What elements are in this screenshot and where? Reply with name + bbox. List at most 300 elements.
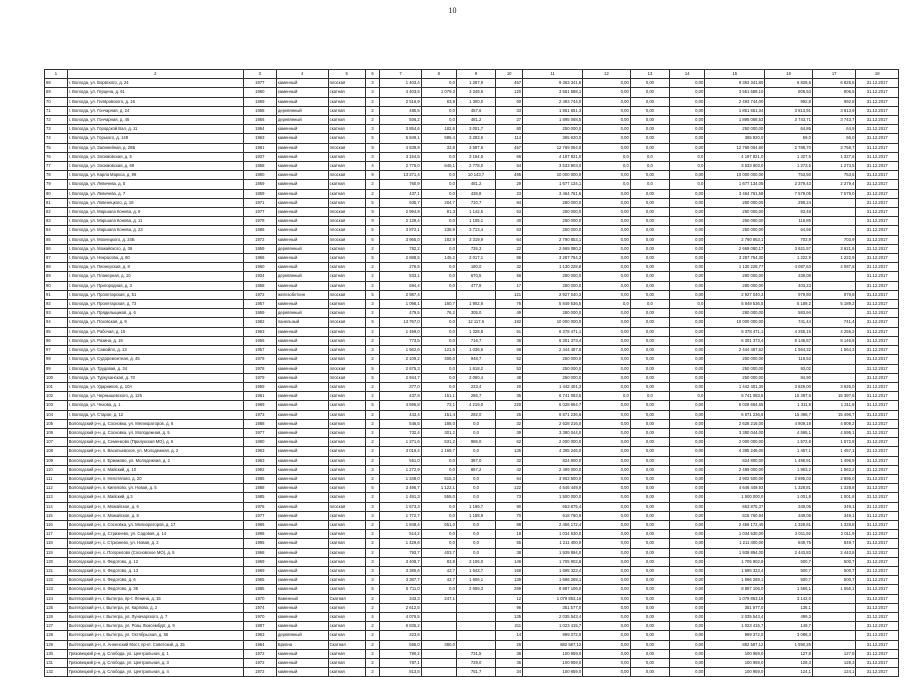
table-cell: 0,00 bbox=[630, 208, 669, 217]
table-cell: 992,8 bbox=[812, 97, 855, 106]
table-cell: 1 327,6 bbox=[765, 152, 813, 161]
table-cell: 1 556,1 bbox=[765, 585, 813, 594]
table-cell: 0,0 bbox=[670, 152, 705, 161]
table-cell: 0,00 bbox=[630, 428, 669, 437]
table-cell: 135,1 bbox=[765, 603, 813, 612]
table-cell: 1 939 894,00 bbox=[705, 548, 765, 557]
table-cell: 0,00 bbox=[630, 659, 669, 668]
table-cell: 42,7 bbox=[421, 566, 456, 575]
table-cell: 2 060,4 bbox=[456, 373, 495, 382]
table-cell: скатная bbox=[328, 576, 365, 585]
table-cell: 1 895 068,53 bbox=[705, 116, 765, 125]
table-cell: 2 bbox=[365, 649, 379, 658]
table-cell: 1 963,2 bbox=[812, 465, 855, 474]
table-cell: 63,9 bbox=[421, 97, 456, 106]
table-cell: железобетонн bbox=[276, 290, 328, 299]
table-cell: 168 bbox=[496, 566, 523, 575]
table-cell: 26 bbox=[496, 640, 523, 649]
table-cell: 6 741 083,5 bbox=[705, 392, 765, 401]
table-cell: 31.12.2017 bbox=[856, 640, 899, 649]
table-cell: 0,0 bbox=[421, 539, 456, 548]
table-cell: 0,00 bbox=[630, 603, 669, 612]
table-cell: г. Вологда, ул. Ловенецкого, д. 18 bbox=[67, 198, 243, 207]
table-cell: 1970 bbox=[243, 594, 276, 603]
table-row bbox=[45, 125, 899, 134]
table-cell bbox=[421, 290, 456, 299]
table-cell: 53 bbox=[496, 364, 523, 373]
column-header: 1 bbox=[45, 70, 68, 79]
table-row bbox=[45, 272, 899, 281]
table-cell: 0,00 bbox=[583, 318, 631, 327]
table-cell: 188,0 bbox=[421, 419, 456, 428]
table-cell: 0,00 bbox=[630, 585, 669, 594]
table-cell: 2 bbox=[365, 603, 379, 612]
table-cell: 2 bbox=[365, 640, 379, 649]
table-cell: 123 bbox=[45, 585, 68, 594]
table-cell: каменный bbox=[276, 668, 328, 677]
table-cell: каменный bbox=[276, 134, 328, 143]
table-cell: 72,1 bbox=[421, 401, 456, 410]
table-row bbox=[45, 346, 899, 355]
table-cell: 93,02 bbox=[765, 364, 813, 373]
table-cell: 4 809,2 bbox=[812, 419, 855, 428]
table-cell: 2 895,03 bbox=[765, 474, 813, 483]
table-cell: 1 677 134,1 bbox=[523, 180, 583, 189]
table-cell: 31.12.2017 bbox=[856, 198, 899, 207]
table-cell: 94 bbox=[45, 318, 68, 327]
table-cell: 23 bbox=[496, 189, 523, 198]
table-cell: 7 579,05 bbox=[765, 189, 813, 198]
table-cell: 98 bbox=[496, 520, 523, 529]
table-cell: 2 106,0 bbox=[456, 557, 495, 566]
table-cell: 3 154,5 bbox=[456, 152, 495, 161]
table-cell: 349,1 bbox=[812, 511, 855, 520]
table-cell: 0,00 bbox=[630, 217, 669, 226]
table-row bbox=[45, 401, 899, 410]
table-cell: 211 bbox=[496, 622, 523, 631]
table-cell: 31.12.2017 bbox=[856, 594, 899, 603]
table-cell: 2 bbox=[365, 309, 379, 318]
table-cell: 1963 bbox=[243, 327, 276, 336]
table-cell: 0,00 bbox=[630, 281, 669, 290]
table-row bbox=[45, 97, 899, 106]
table-cell: 68 bbox=[45, 79, 68, 88]
table-cell: скатная bbox=[328, 134, 365, 143]
table-row bbox=[45, 180, 899, 189]
table-cell: 0,00 bbox=[630, 557, 669, 566]
table-cell: 1 130 228,77 bbox=[705, 263, 765, 272]
table-cell: 0,0 bbox=[421, 456, 456, 465]
table-cell: скатная bbox=[328, 189, 365, 198]
table-cell: каменный bbox=[276, 456, 328, 465]
table-row bbox=[45, 410, 899, 419]
table-cell: 114 bbox=[45, 502, 68, 511]
column-header: 3 bbox=[243, 70, 276, 79]
table-cell: 1970 bbox=[243, 612, 276, 621]
table-cell: г. Вологда, ул. Трудовая, д. 34 bbox=[67, 364, 243, 373]
table-cell: 1 273,5 bbox=[812, 162, 855, 171]
table-cell: каменный bbox=[276, 263, 328, 272]
table-cell: 2 790 853,1 bbox=[523, 235, 583, 244]
table-cell: 36 bbox=[496, 649, 523, 658]
table-cell: г. Вологда, ул. Маршала Конева, д. 11 bbox=[67, 217, 243, 226]
table-cell: 76 bbox=[45, 152, 68, 161]
table-cell: 1965 bbox=[243, 576, 276, 585]
table-cell: 3 408,7 bbox=[380, 557, 421, 566]
table-cell: 92 bbox=[45, 300, 68, 309]
table-cell: 0,00 bbox=[583, 189, 631, 198]
table-cell: плоская bbox=[328, 143, 365, 152]
table-cell: 457 bbox=[496, 79, 523, 88]
table-cell: 1 895 068,5 bbox=[523, 116, 583, 125]
table-cell: 8 887 106,0 bbox=[705, 585, 765, 594]
table-cell: 31.12.2017 bbox=[856, 79, 899, 88]
table-cell: 64,56 bbox=[765, 226, 813, 235]
table-cell: 0,0 bbox=[421, 263, 456, 272]
table-cell: 128,3 bbox=[812, 659, 855, 668]
table-row bbox=[45, 530, 899, 539]
table-cell: 0,00 bbox=[630, 456, 669, 465]
table-cell: 3 713,4 bbox=[456, 226, 495, 235]
table-cell: 2 bbox=[365, 97, 379, 106]
table-cell: 122 bbox=[496, 484, 523, 493]
table-cell: 31.12.2017 bbox=[856, 585, 899, 594]
table-cell: 31.12.2017 bbox=[856, 530, 899, 539]
table-cell: 42,7 bbox=[421, 576, 456, 585]
table-cell: 76,2 bbox=[421, 309, 456, 318]
table-cell: каменный bbox=[276, 438, 328, 447]
table-cell: 0,00 bbox=[630, 401, 669, 410]
table-cell: 280 000,00 bbox=[705, 272, 765, 281]
table-cell: 0,00 bbox=[583, 603, 631, 612]
table-cell: 3 872,1 bbox=[380, 226, 421, 235]
table-row bbox=[45, 539, 899, 548]
table-cell: г. Вологда, ул. Залинейная, д. 28Б bbox=[67, 143, 243, 152]
column-header: 2 bbox=[67, 70, 243, 79]
table-cell: 32 bbox=[496, 456, 523, 465]
table-cell: 250 000,0 bbox=[523, 373, 583, 382]
table-cell: 0,00 bbox=[670, 428, 705, 437]
table-cell: 3 bbox=[365, 346, 379, 355]
table-cell bbox=[812, 594, 855, 603]
table-cell: 0,00 bbox=[670, 318, 705, 327]
table-row bbox=[45, 106, 899, 115]
table-cell: 0,0 bbox=[456, 419, 495, 428]
table-cell: 97 bbox=[45, 346, 68, 355]
table-cell: 0,00 bbox=[670, 263, 705, 272]
table-cell: скатная bbox=[328, 125, 365, 134]
table-cell: г. Вологда, ул. Пролетарская, д. 51 bbox=[67, 290, 243, 299]
table-cell: 0,00 bbox=[630, 373, 669, 382]
table-cell: 0,00 bbox=[583, 272, 631, 281]
table-cell: 131 bbox=[45, 659, 68, 668]
table-cell: 96 bbox=[45, 336, 68, 345]
table-cell: 250 000,00 bbox=[705, 217, 765, 226]
table-cell: 2 927 040,3 bbox=[705, 290, 765, 299]
table-cell bbox=[456, 612, 495, 621]
table-cell: 1 328,81 bbox=[765, 520, 813, 529]
table-cell: 280 000,0 bbox=[523, 198, 583, 207]
table-row bbox=[45, 511, 899, 520]
table-row bbox=[45, 649, 899, 658]
table-cell: плоская bbox=[328, 171, 365, 180]
table-cell: каменный bbox=[276, 410, 328, 419]
table-cell: 1958 bbox=[243, 281, 276, 290]
table-cell: скатная bbox=[328, 327, 365, 336]
table-cell: 1 851 651,34 bbox=[705, 106, 765, 115]
table-cell: 1987 bbox=[243, 622, 276, 631]
table-cell: скатная bbox=[328, 382, 365, 391]
table-cell: 531,2 bbox=[421, 438, 456, 447]
table-cell: 31.12.2017 bbox=[856, 254, 899, 263]
table-cell: 22 bbox=[496, 244, 523, 253]
table-cell: 125 bbox=[45, 603, 68, 612]
table-cell: 349,1 bbox=[812, 502, 855, 511]
table-cell: 0,00 bbox=[583, 520, 631, 529]
table-cell: 3 597,6 bbox=[456, 143, 495, 152]
table-cell: г. Вологда, ул. Рабочая, д. 15 bbox=[67, 327, 243, 336]
table-cell: 182,6 bbox=[421, 125, 456, 134]
table-cell: 6 871 236,6 bbox=[523, 410, 583, 419]
table-row bbox=[45, 162, 899, 171]
table-cell: 3 533 903,0 bbox=[705, 162, 765, 171]
column-header: 18 bbox=[856, 70, 899, 79]
table-cell: 0,00 bbox=[630, 226, 669, 235]
table-cell: 0,00 bbox=[630, 622, 669, 631]
table-cell: 1 695 323,4 bbox=[705, 566, 765, 575]
column-header: 8 bbox=[421, 70, 456, 79]
table-cell: 0,0 bbox=[630, 152, 669, 161]
table-cell: скатная bbox=[328, 355, 365, 364]
table-row bbox=[45, 143, 899, 152]
table-cell bbox=[456, 603, 495, 612]
table-cell: 128 bbox=[45, 631, 68, 640]
table-cell: скатная bbox=[328, 244, 365, 253]
table-cell: 0,00 bbox=[583, 474, 631, 483]
table-cell: 5 bbox=[365, 585, 379, 594]
table-cell: 39 bbox=[496, 428, 523, 437]
table-cell: каменный bbox=[276, 198, 328, 207]
table-cell: 2 bbox=[365, 659, 379, 668]
table-cell: 2 011,92 bbox=[765, 530, 813, 539]
table-cell: 4 255,2 bbox=[812, 327, 855, 336]
table-cell: 1978 bbox=[243, 217, 276, 226]
table-cell: каменный bbox=[276, 659, 328, 668]
table-cell: 5 849,1 bbox=[380, 134, 421, 143]
table-cell: 0,0 bbox=[456, 493, 495, 502]
table-cell: 2 bbox=[365, 631, 379, 640]
table-cell: 0,00 bbox=[583, 327, 631, 336]
table-cell: 81 bbox=[45, 198, 68, 207]
table-cell: скатная bbox=[328, 401, 365, 410]
table-cell: 0,00 bbox=[670, 272, 705, 281]
table-cell: 0,0 bbox=[421, 511, 456, 520]
table-cell: 0,0 bbox=[421, 318, 456, 327]
table-cell: 0,00 bbox=[630, 171, 669, 180]
table-cell: 1988 bbox=[243, 484, 276, 493]
table-cell: 351 577,0 bbox=[705, 603, 765, 612]
table-row bbox=[45, 336, 899, 345]
table-cell bbox=[812, 622, 855, 631]
table-cell: 250 000,00 bbox=[705, 355, 765, 364]
table-cell: 1 122,1 bbox=[421, 484, 456, 493]
table-cell: 6 871 236,6 bbox=[705, 410, 765, 419]
table-cell: 2 456 172,40 bbox=[705, 520, 765, 529]
table-cell: плоская bbox=[328, 502, 365, 511]
table-cell: 1 158,9 bbox=[456, 511, 495, 520]
table-cell: каменный bbox=[276, 474, 328, 483]
table-cell: 2 379,43 bbox=[765, 180, 813, 189]
table-cell: 849,75 bbox=[765, 539, 813, 548]
table-cell: 0,00 bbox=[670, 410, 705, 419]
table-cell: 2 499 000,00 bbox=[705, 465, 765, 474]
table-cell: 0,00 bbox=[670, 539, 705, 548]
table-cell: 5 bbox=[365, 134, 379, 143]
table-cell: 1 001,8 bbox=[765, 493, 813, 502]
table-cell: 35 bbox=[496, 392, 523, 401]
table-cell: 145,2 bbox=[421, 254, 456, 263]
table-cell: г. Вологда, ул. Левичева, д. 7 bbox=[67, 189, 243, 198]
table-cell: 9 bbox=[365, 318, 379, 327]
table-cell: 0,0 bbox=[421, 585, 456, 594]
table-cell: г. Вологда, ул. Некрасова, д. 60 bbox=[67, 254, 243, 263]
table-cell: 13 767,0 bbox=[380, 318, 421, 327]
table-cell: 1 429,6 bbox=[380, 539, 421, 548]
table-cell: 31.12.2017 bbox=[856, 355, 899, 364]
table-cell: Вологодский р-н, п. Майский, д.3 bbox=[67, 493, 243, 502]
table-cell: 54 bbox=[496, 162, 523, 171]
table-cell: 0,0 bbox=[583, 392, 631, 401]
table-cell: 0,00 bbox=[630, 327, 669, 336]
table-cell: 0,00 bbox=[583, 612, 631, 621]
table-cell bbox=[456, 622, 495, 631]
table-cell: 1 328,81 bbox=[765, 484, 813, 493]
table-cell: каменный bbox=[276, 180, 328, 189]
table-cell: 72 bbox=[45, 116, 68, 125]
table-cell: г. Вологда, ул. Пролетарская, д. 73 bbox=[67, 300, 243, 309]
table-cell: 1 036,6 bbox=[456, 346, 495, 355]
table-cell: 4 646 449,9 bbox=[523, 484, 583, 493]
table-cell: 2 bbox=[365, 263, 379, 272]
table-cell: 2 bbox=[365, 438, 379, 447]
table-cell: 2 035 543,4 bbox=[523, 612, 583, 621]
table-cell: 2 bbox=[365, 474, 379, 483]
table-cell: 0,0 bbox=[421, 281, 456, 290]
table-cell: скатная bbox=[328, 622, 365, 631]
table-cell: Вологодский р-н, с. Погорелово (Сосновское МО), д. 5 bbox=[67, 548, 243, 557]
table-cell: 0,0 bbox=[421, 106, 456, 115]
table-cell: 506,2 bbox=[380, 116, 421, 125]
table-cell: 0,0 bbox=[421, 336, 456, 345]
table-cell: 0,00 bbox=[670, 594, 705, 603]
table-cell bbox=[812, 364, 855, 373]
table-cell: 0,00 bbox=[583, 373, 631, 382]
table-cell bbox=[812, 226, 855, 235]
table-cell: 0,00 bbox=[583, 493, 631, 502]
table-cell: 349,05 bbox=[765, 502, 813, 511]
table-cell: 1 556,1 bbox=[812, 585, 855, 594]
table-cell: 146 bbox=[496, 557, 523, 566]
table-cell: 31.12.2017 bbox=[856, 659, 899, 668]
table-cell: 31.12.2017 bbox=[856, 401, 899, 410]
table-cell: каменный bbox=[276, 557, 328, 566]
table-cell: 10 000 000,00 bbox=[705, 318, 765, 327]
table-cell: 116 bbox=[45, 520, 68, 529]
table-cell: 670,5 bbox=[456, 272, 495, 281]
table-row bbox=[45, 327, 899, 336]
table-cell: 0,00 bbox=[630, 143, 669, 152]
table-cell: 33 bbox=[496, 106, 523, 115]
table-row bbox=[45, 622, 899, 631]
table-cell: 499,3 bbox=[765, 612, 813, 621]
table-cell: скатная bbox=[328, 116, 365, 125]
column-header: 9 bbox=[456, 70, 495, 79]
table-cell: 0,00 bbox=[630, 419, 669, 428]
table-cell: 731,5 bbox=[456, 649, 495, 658]
table-cell: 2 139,4 bbox=[380, 217, 421, 226]
table-row bbox=[45, 419, 899, 428]
table-cell: 3 bbox=[365, 465, 379, 474]
table-cell: 1 705 902,8 bbox=[523, 557, 583, 566]
table-cell: 9 bbox=[365, 217, 379, 226]
table-cell: 1980 bbox=[243, 438, 276, 447]
table-cell: 595,4 bbox=[421, 134, 456, 143]
table-cell bbox=[456, 594, 495, 603]
table-cell: Бревна bbox=[276, 640, 328, 649]
table-cell: 31.12.2017 bbox=[856, 484, 899, 493]
table-cell: 2 443,8 bbox=[812, 548, 855, 557]
table-cell: 2 493 744,0 bbox=[523, 97, 583, 106]
table-cell: 135 bbox=[496, 612, 523, 621]
table-row bbox=[45, 668, 899, 677]
table-cell: 0,00 bbox=[583, 502, 631, 511]
table-cell: 116,86 bbox=[765, 217, 813, 226]
table-row bbox=[45, 217, 899, 226]
table-cell: 0,00 bbox=[670, 134, 705, 143]
table-cell: 0,00 bbox=[670, 474, 705, 483]
table-cell: 31.12.2017 bbox=[856, 189, 899, 198]
table-cell bbox=[812, 612, 855, 621]
table-cell: 0,00 bbox=[630, 566, 669, 575]
table-cell: 31.12.2017 bbox=[856, 474, 899, 483]
table-cell: г. Вологда, ул. Ударников, д. 10А bbox=[67, 382, 243, 391]
table-cell: 0,00 bbox=[630, 125, 669, 134]
table-cell: 5 bbox=[365, 401, 379, 410]
table-cell: г. Вологда, ул. Разина, д. 19 bbox=[67, 336, 243, 345]
table-cell: скатная bbox=[328, 272, 365, 281]
table-cell: 250 000,00 bbox=[705, 125, 765, 134]
table-cell: 0,00 bbox=[670, 530, 705, 539]
table-cell: 1 695 323,4 bbox=[523, 566, 583, 575]
table-cell: 0,00 bbox=[630, 272, 669, 281]
table-cell: 276,5 bbox=[380, 263, 421, 272]
table-cell: 31.12.2017 bbox=[856, 162, 899, 171]
table-cell: скатная bbox=[328, 162, 365, 171]
table-cell: 36 bbox=[496, 336, 523, 345]
table-cell: 0,00 bbox=[670, 557, 705, 566]
table-cell bbox=[456, 631, 495, 640]
table-cell: 0,00 bbox=[583, 668, 631, 677]
table-cell: 1977 bbox=[243, 428, 276, 437]
column-header: 14 bbox=[670, 70, 705, 79]
table-cell: 0,00 bbox=[670, 382, 705, 391]
table-cell: 1969 bbox=[243, 557, 276, 566]
table-cell: 4 403,5 bbox=[380, 88, 421, 97]
table-cell: 121 bbox=[496, 290, 523, 299]
table-cell: 3 287 764,3 bbox=[523, 254, 583, 263]
table-cell: 403,7 bbox=[421, 548, 456, 557]
table-cell: 500,7 bbox=[765, 557, 813, 566]
